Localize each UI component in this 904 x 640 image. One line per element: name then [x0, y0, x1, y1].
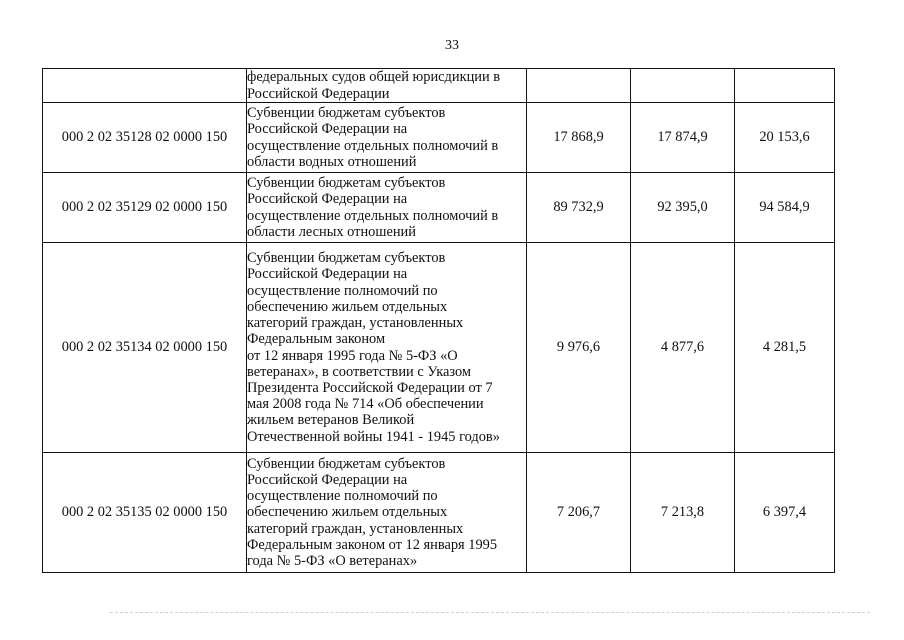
code-cell — [43, 69, 247, 103]
year1-cell: 9 976,6 — [527, 243, 631, 453]
year3-cell: 4 281,5 — [735, 243, 835, 453]
year2-cell: 7 213,8 — [631, 453, 735, 573]
description-cell: федеральных судов общей юрисдикции в Российской Федерации — [247, 69, 527, 103]
budget-table — [42, 68, 835, 573]
code-cell: 000 2 02 35129 02 0000 150 — [43, 173, 247, 243]
code-cell: 000 2 02 35128 02 0000 150 — [43, 103, 247, 173]
year1-cell: 89 732,9 — [527, 173, 631, 243]
page-number: 33 — [445, 38, 459, 53]
table-row — [43, 453, 835, 573]
year3-cell: 6 397,4 — [735, 453, 835, 573]
description-cell: Субвенции бюджетам субъектов Российской Федерации на осуществление отдельных полномочий в области лесных отношений — [247, 173, 527, 243]
code-cell: 000 2 02 35134 02 0000 150 — [43, 243, 247, 453]
description-cell: Субвенции бюджетам субъектов Российской Федерации на осуществление отдельных полномочий в области водных отношений — [247, 103, 527, 173]
table-row — [43, 243, 835, 453]
table-row — [43, 103, 835, 173]
year2-cell: 92 395,0 — [631, 173, 735, 243]
year2-cell: 4 877,6 — [631, 243, 735, 453]
table-row — [43, 173, 835, 243]
year1-cell — [527, 69, 631, 103]
table-row-continued — [43, 69, 835, 103]
year2-cell — [631, 69, 735, 103]
code-cell: 000 2 02 35135 02 0000 150 — [43, 453, 247, 573]
scan-edge-divider — [110, 612, 870, 613]
year3-cell: 94 584,9 — [735, 173, 835, 243]
year1-cell: 7 206,7 — [527, 453, 631, 573]
year3-cell — [735, 69, 835, 103]
description-cell: Субвенции бюджетам субъектов Российской Федерации на осуществление полномочий по обеспечению жильем отдельных категорий граждан, установленных Федеральным законом от 12 января 1995 года № 5-ФЗ «О ветеранах» — [247, 453, 527, 573]
description-cell: Субвенции бюджетам субъектов Российской Федерации на осуществление полномочий по обеспечению жильем отдельных категорий граждан, установленных Федеральным законом от 12 января 1995 года № 5-ФЗ «О ветеранах», в соответствии с Указом Президента Российской Федерации от 7 мая 2008 года № 714 «Об обеспечении жильем ветеранов Великой Отечественной войны 1941 - 1945 годов» — [247, 243, 527, 453]
year3-cell: 20 153,6 — [735, 103, 835, 173]
year2-cell: 17 874,9 — [631, 103, 735, 173]
year1-cell: 17 868,9 — [527, 103, 631, 173]
